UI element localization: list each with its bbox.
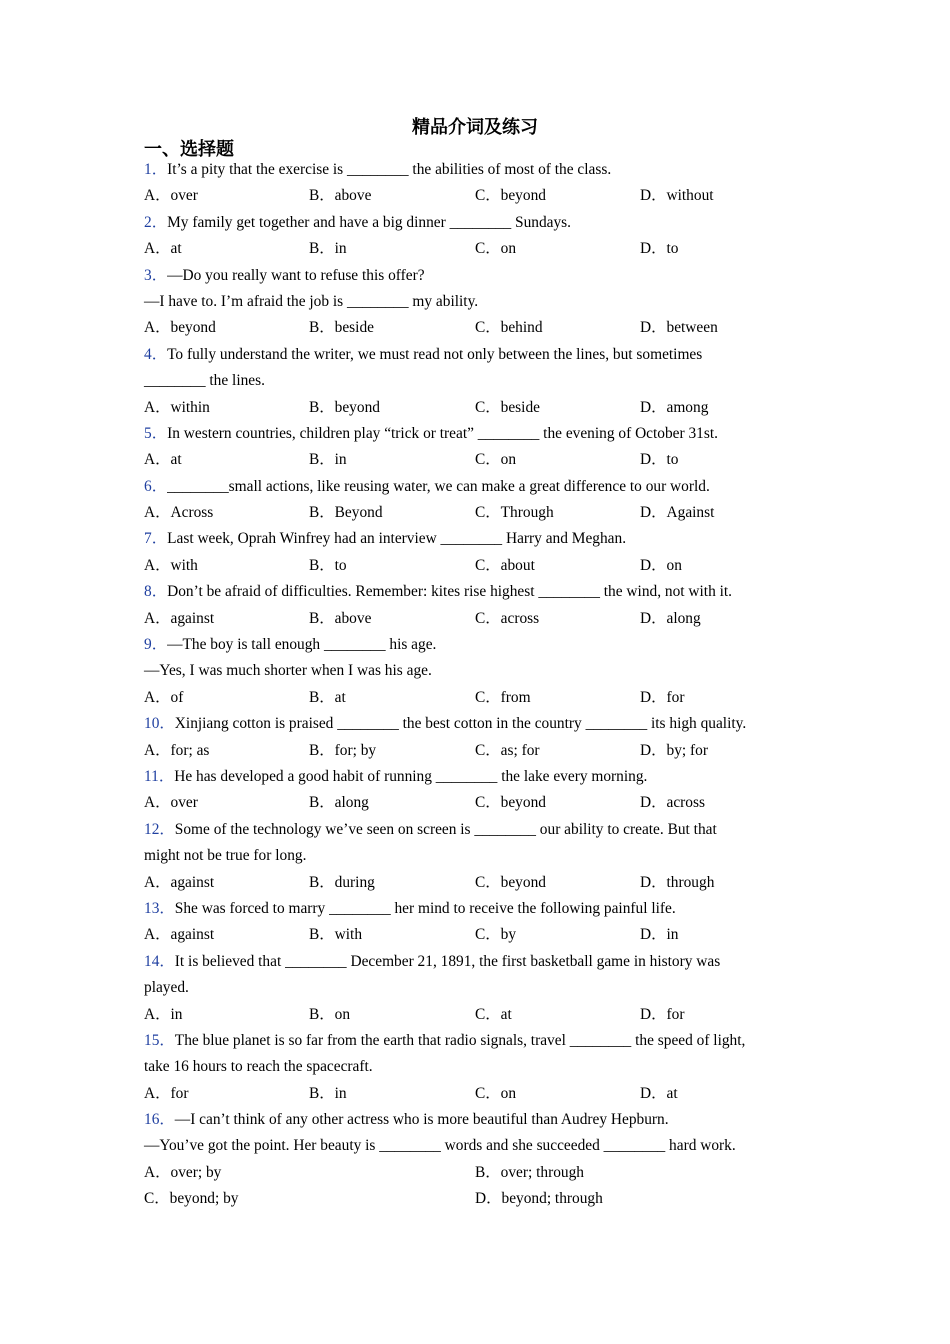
option-choice[interactable]: D．in [640, 926, 679, 944]
question-number: 3． [144, 266, 168, 284]
question-number: 11． [144, 767, 175, 785]
option-choice[interactable]: A．in [144, 1005, 183, 1023]
option-choice[interactable]: A．within [144, 398, 210, 416]
question-stem [144, 1028, 809, 1054]
question-number: 5． [144, 424, 168, 442]
option-choice[interactable]: D．for [640, 1005, 685, 1023]
question-item [144, 210, 809, 263]
question-stem [144, 157, 809, 183]
question-stem-continued [144, 658, 809, 684]
option-choice[interactable]: D．between [640, 319, 718, 337]
question-text: She was forced to marry ________ her mind to receive the following painful life. [174, 899, 676, 917]
question-number: 8． [144, 583, 168, 601]
option-choice[interactable]: A．of [144, 688, 184, 706]
option-choice[interactable]: A．against [144, 926, 215, 944]
option-choice[interactable]: B．to [309, 556, 347, 574]
option-choice[interactable]: B．with [309, 926, 363, 944]
question-number: 13． [144, 899, 175, 917]
option-choice[interactable]: B．on [309, 1005, 351, 1023]
option-choice[interactable]: C．beside [475, 398, 540, 416]
question-item [144, 579, 809, 632]
option-choice[interactable]: C．beyond; by [144, 1190, 239, 1208]
question-item [144, 1028, 809, 1107]
options-row [144, 922, 809, 948]
question-stem [144, 342, 809, 368]
option-choice[interactable]: B．along [309, 794, 369, 812]
option-choice[interactable]: C．across [475, 609, 540, 627]
question-text: He has developed a good habit of running ________ the lake every morning. [174, 767, 648, 785]
question-stem [144, 949, 809, 975]
option-choice[interactable]: B．above [309, 609, 372, 627]
option-choice[interactable]: D．by; for [640, 741, 708, 759]
option-choice[interactable]: D．to [640, 240, 679, 258]
options-row [144, 1081, 809, 1107]
option-choice[interactable]: A．over; by [144, 1163, 222, 1181]
question-text: Don’t be afraid of difficulties. Remember: kites rise highest ________ the wind, not with it. [167, 583, 733, 601]
question-text: The blue planet is so far from the earth that radio signals, travel ________ the speed of light, [174, 1031, 746, 1049]
question-text: To fully understand the writer, we must read not only between the lines, but sometimes [167, 345, 703, 363]
question-stem [144, 764, 809, 790]
question-text: —Yes, I was much shorter when I was his age. [144, 662, 432, 680]
option-choice[interactable]: B．for; by [309, 741, 377, 759]
question-stem [144, 421, 809, 447]
question-number: 6． [144, 477, 168, 495]
question-stem [144, 896, 809, 922]
question-number: 9． [144, 636, 168, 654]
question-item [144, 1107, 809, 1213]
question-item [144, 949, 809, 1028]
question-stem [144, 632, 809, 658]
question-item [144, 526, 809, 579]
option-choice[interactable]: C．beyond [475, 187, 546, 205]
option-choice[interactable]: B．beside [309, 319, 374, 337]
question-text: take 16 hours to reach the spacecraft. [144, 1058, 373, 1076]
option-choice[interactable]: B．in [309, 1084, 347, 1102]
question-item [144, 342, 809, 421]
option-choice[interactable]: D．for [640, 688, 685, 706]
question-number: 14． [144, 952, 175, 970]
option-choice[interactable]: C．on [475, 1084, 517, 1102]
option-choice[interactable]: C．on [475, 451, 517, 469]
option-choice[interactable]: B．over; through [475, 1163, 585, 1181]
option-choice[interactable]: C．beyond [475, 873, 546, 891]
options-row [144, 1186, 809, 1212]
question-stem [144, 711, 809, 737]
option-choice[interactable]: B．in [309, 451, 347, 469]
option-choice[interactable]: B．in [309, 240, 347, 258]
question-stem [144, 210, 809, 236]
question-stem-continued [144, 1054, 809, 1080]
question-stem [144, 1107, 809, 1133]
option-choice[interactable]: D．without [640, 187, 714, 205]
option-choice[interactable]: D．beyond; through [475, 1190, 603, 1208]
question-item [144, 632, 809, 711]
option-choice[interactable]: A．at [144, 240, 182, 258]
option-choice[interactable]: A．with [144, 556, 198, 574]
option-choice[interactable]: A．over [144, 187, 198, 205]
option-choice[interactable]: C．behind [475, 319, 543, 337]
question-item [144, 817, 809, 896]
question-text: ________ the lines. [144, 372, 265, 390]
option-choice[interactable]: B．during [309, 873, 375, 891]
section-heading: 一、选择题 [144, 139, 234, 159]
option-choice[interactable]: A．for; as [144, 741, 210, 759]
options-row [144, 870, 809, 896]
question-number: 1． [144, 161, 168, 178]
options-row [144, 1160, 809, 1186]
question-item [144, 474, 809, 527]
option-choice[interactable]: C．from [475, 688, 531, 706]
option-choice[interactable]: D．to [640, 451, 679, 469]
option-choice[interactable]: C．beyond [475, 794, 546, 812]
question-text: It’s a pity that the exercise is ________ the abilities of most of the class. [167, 161, 612, 178]
option-choice[interactable]: D．across [640, 794, 705, 812]
question-item [144, 896, 809, 949]
option-choice[interactable]: A．Across [144, 504, 214, 522]
option-choice[interactable]: C．by [475, 926, 517, 944]
options-row [144, 236, 809, 262]
question-number: 12． [144, 820, 175, 838]
question-stem [144, 263, 809, 289]
option-choice[interactable]: A．at [144, 451, 182, 469]
question-text: Last week, Oprah Winfrey had an interview ________ Harry and Meghan. [167, 530, 627, 548]
options-row [144, 790, 809, 816]
question-text: ________small actions, like reusing water, we can make a great difference to our world. [167, 477, 710, 495]
options-row [144, 1002, 809, 1028]
question-stem [144, 817, 809, 843]
option-choice[interactable]: B．at [309, 688, 346, 706]
question-stem [144, 579, 809, 605]
option-choice[interactable]: C．about [475, 556, 535, 574]
options-row [144, 183, 809, 209]
question-stem [144, 526, 809, 552]
options-row [144, 315, 809, 341]
question-item [144, 157, 809, 210]
question-text: In western countries, children play “trick or treat” ________ the evening of October 31st. [167, 424, 718, 442]
option-choice[interactable]: A．for [144, 1084, 189, 1102]
question-text: Some of the technology we’ve seen on screen is ________ our ability to create. But that [174, 820, 717, 838]
option-choice[interactable]: D．through [640, 873, 715, 891]
option-choice[interactable]: B．above [309, 187, 372, 205]
options-row [144, 395, 809, 421]
options-row [144, 500, 809, 526]
question-text: —The boy is tall enough ________ his age. [167, 636, 437, 654]
question-stem-continued [144, 843, 809, 869]
options-row [144, 447, 809, 473]
option-choice[interactable]: A．against [144, 609, 215, 627]
options-row [144, 685, 809, 711]
option-choice[interactable]: D．along [640, 609, 701, 627]
question-stem-continued [144, 1133, 809, 1159]
option-choice[interactable]: A．beyond [144, 319, 216, 337]
question-text: might not be true for long. [144, 847, 307, 865]
question-text: —I have to. I’m afraid the job is ________ my ability. [144, 292, 479, 310]
page-title: 精品介词及练习 [412, 117, 538, 137]
option-choice[interactable]: D．on [640, 556, 682, 574]
option-choice[interactable]: B．beyond [309, 398, 380, 416]
question-number: 4． [144, 345, 168, 363]
question-text: My family get together and have a big dinner ________ Sundays. [167, 213, 572, 231]
question-text: —Do you really want to refuse this offer? [167, 266, 425, 284]
options-row [144, 738, 809, 764]
option-choice[interactable]: A．against [144, 873, 215, 891]
question-stem [144, 474, 809, 500]
option-choice[interactable]: C．Through [475, 504, 554, 522]
option-choice[interactable]: C．on [475, 240, 517, 258]
question-text: —I can’t think of any other actress who is more beautiful than Audrey Hepburn. [174, 1111, 669, 1129]
question-item [144, 764, 809, 817]
option-choice[interactable]: B．Beyond [309, 504, 383, 522]
question-item [144, 421, 809, 474]
question-text: It is believed that ________ December 21, 1891, the first basketball game in history was [174, 952, 721, 970]
question-stem-continued [144, 368, 809, 394]
question-stem-continued [144, 975, 809, 1001]
question-number: 15． [144, 1031, 175, 1049]
option-choice[interactable]: C．at [475, 1005, 512, 1023]
option-choice[interactable]: D．at [640, 1084, 678, 1102]
question-item [144, 263, 809, 342]
question-number: 2． [144, 213, 168, 231]
question-list [144, 157, 809, 1213]
question-number: 16． [144, 1111, 175, 1129]
question-text: played. [144, 979, 189, 997]
option-choice[interactable]: A．over [144, 794, 198, 812]
question-text: —You’ve got the point. Her beauty is ________ words and she succeeded ________ hard work. [144, 1137, 736, 1155]
question-text: Xinjiang cotton is praised ________ the best cotton in the country ________ its high quality. [174, 715, 747, 733]
question-number: 10． [144, 715, 175, 733]
question-stem-continued [144, 289, 809, 315]
options-row [144, 606, 809, 632]
option-choice[interactable]: C．as; for [475, 741, 540, 759]
option-choice[interactable]: D．Against [640, 504, 715, 522]
option-choice[interactable]: D．among [640, 398, 709, 416]
options-row [144, 553, 809, 579]
question-number: 7． [144, 530, 168, 548]
question-item [144, 711, 809, 764]
